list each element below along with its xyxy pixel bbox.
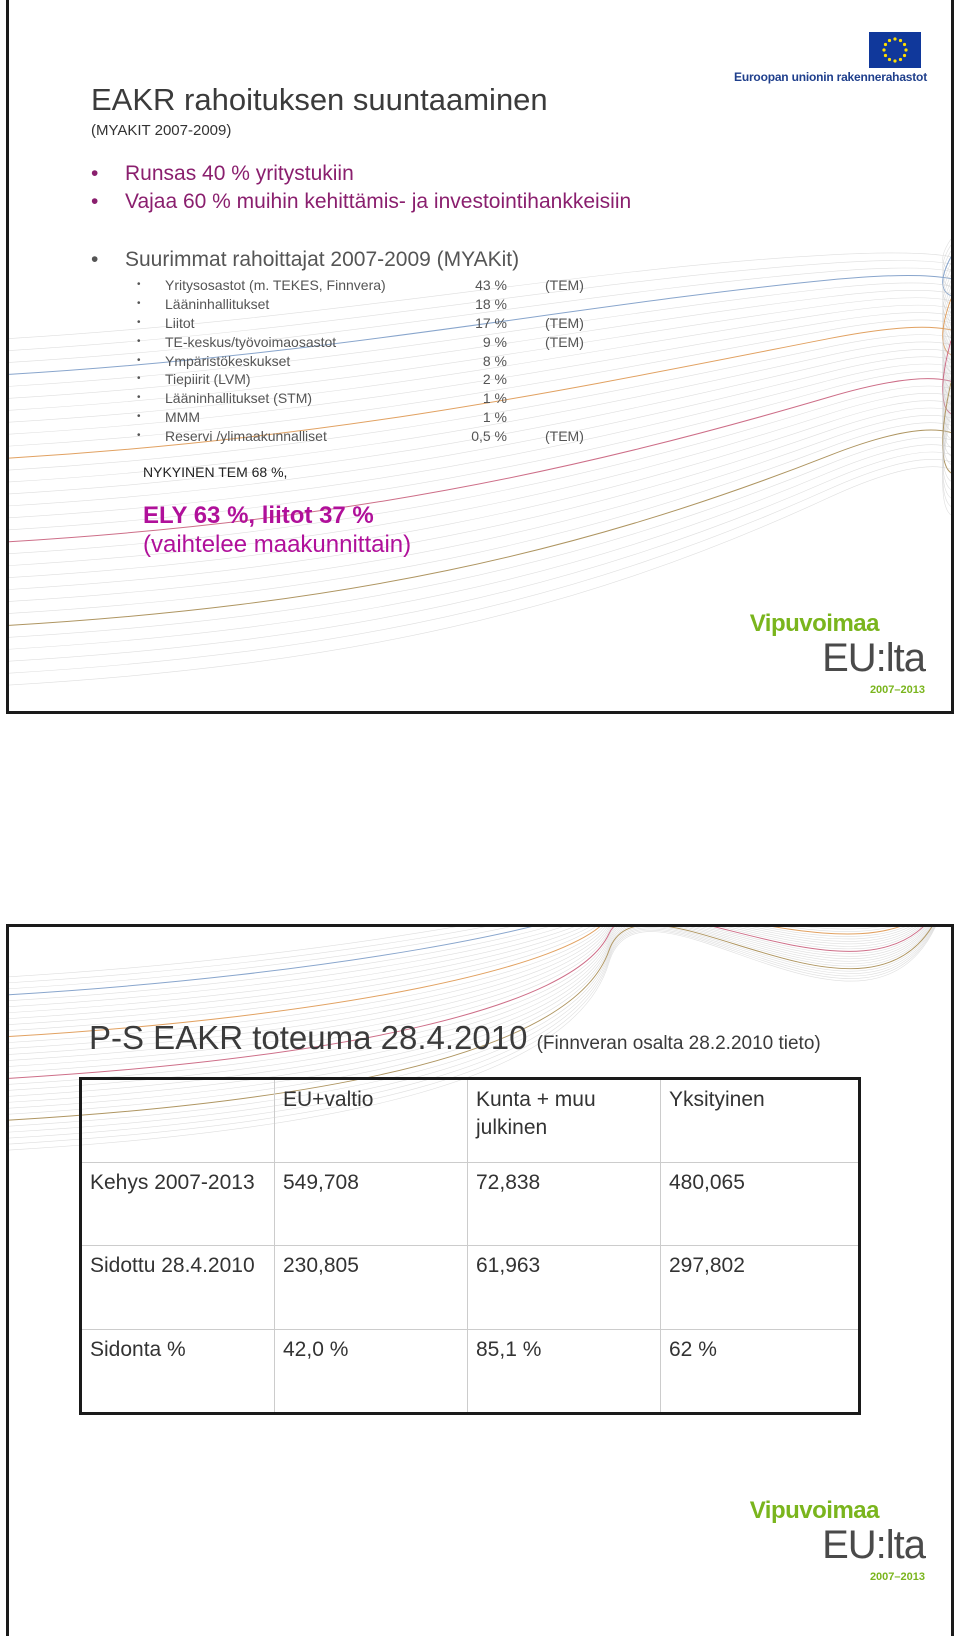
vipuvoimaa-logo: Vipuvoimaa EU:lta 2007–2013: [749, 610, 925, 696]
table-row: Sidottu 28.4.2010 230,805 61,963 297,802: [81, 1246, 860, 1329]
highlight-bullets: [91, 160, 631, 216]
eu-flag-icon: [869, 32, 921, 68]
title-note: (Finnveran osalta 28.2.2010 tieto): [536, 1033, 821, 1054]
table-header-row: EU+valtio Kunta + muu julkinen Yksityinen: [81, 1079, 860, 1163]
slide-subtitle: (MYAKIT 2007-2009): [91, 122, 232, 139]
eu-caption: Euroopan unionin rakennerahastot: [734, 70, 927, 84]
realization-table: [79, 1077, 861, 1415]
ely-share: ELY 63 %, liitot 37 %: [143, 502, 374, 529]
bullet-item: • Vajaa 60 % muihin kehittämis- ja investointihankkeisiin: [91, 188, 631, 216]
slide-1: Euroopan unionin rakennerahastot EAKR rahoituksen suuntaaminen (MYAKIT 2007-2009) • Runsas 40 % yritystukiin • Vajaa 60 % muihin kehittämis- ja investointihankkeisiin • Suurimmat rahoittajat 2007-2009 (MYAKit) • Yritysosastot (m. TEKES, Finnvera) 43 % (TEM) • Lääninhallitukset 18 % • Liitot 17 % (TEM) • TE-keskus/työvoimaosastot 9 % (TEM) • Ympäristökeskukset 8 % • Tiepiirit (LVM) 2 % • Lääninhallitukset (STM) 1 % • MMM 1 % • Reservi /ylimaakunnalliset 0,5 % (TEM) NYKYINEN TEM 68 %, ELY 63 %, liitot 37 % (vaihtelee maakunnittain) Vipuvoimaa EU:lta 2007–2013: [6, 0, 954, 714]
table-row: Kehys 2007-2013 549,708 72,838 480,065: [81, 1163, 860, 1246]
table-row: Sidonta % 42,0 % 85,1 % 62 %: [81, 1329, 860, 1413]
slide-title: EAKR rahoituksen suuntaaminen: [91, 82, 548, 117]
slide-title: P-S EAKR toteuma 28.4.2010 (Finnveran osalta 28.2.2010 tieto): [89, 1019, 821, 1056]
slide-2: [6, 924, 954, 1636]
vipuvoimaa-logo: Vipuvoimaa EU:lta 2007–2013: [749, 1497, 925, 1583]
bullet-item: • Runsas 40 % yritystukiin: [91, 160, 631, 188]
funders-heading: • Suurimmat rahoittajat 2007-2009 (MYAKit): [91, 246, 519, 274]
ely-share-note: (vaihtelee maakunnittain): [143, 531, 412, 558]
current-share-note: NYKYINEN TEM 68 %,: [143, 464, 288, 480]
